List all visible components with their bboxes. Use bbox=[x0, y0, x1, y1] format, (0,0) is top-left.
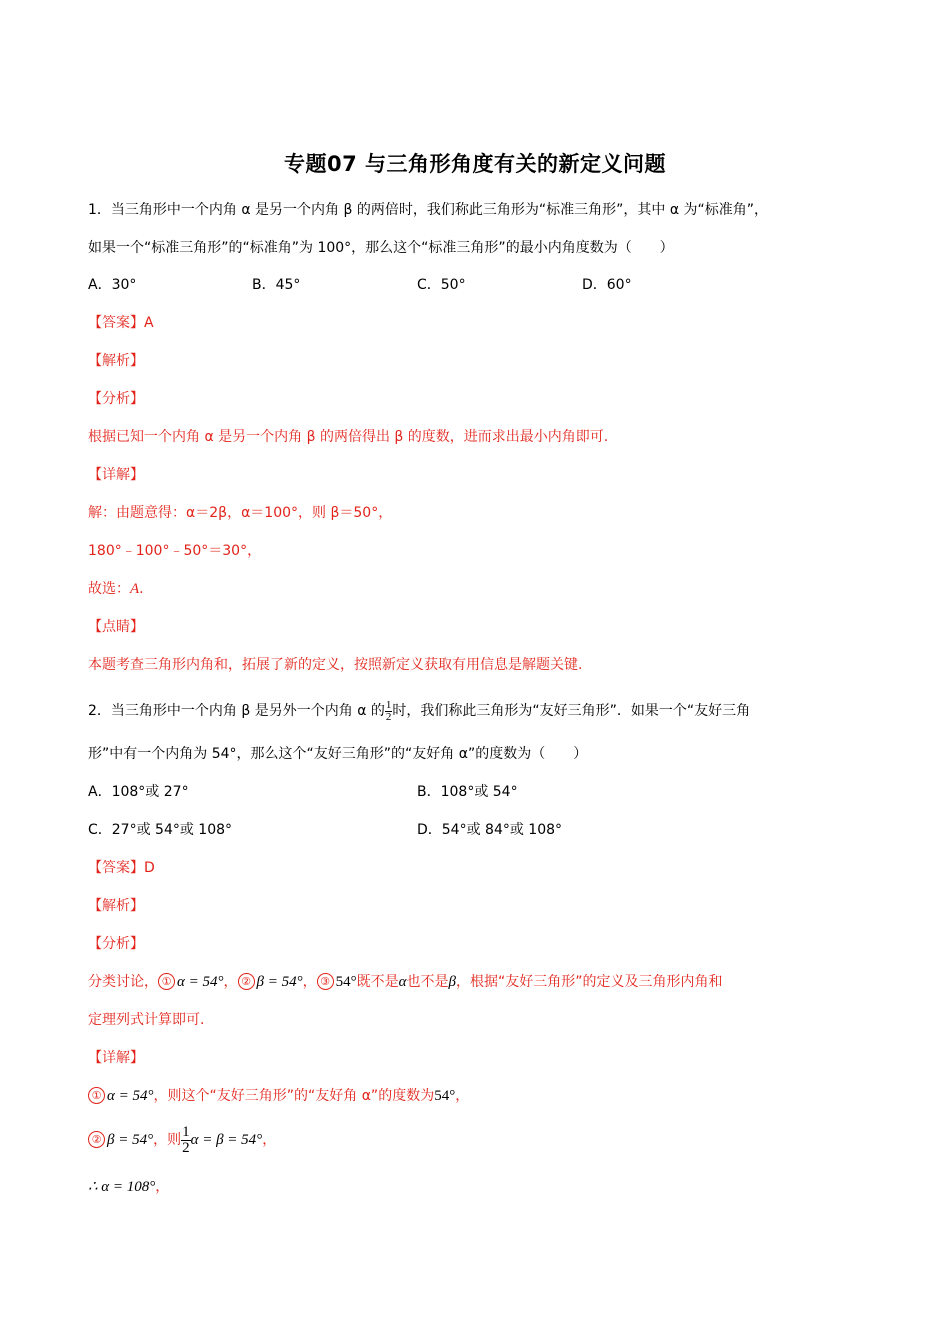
q2-d1-math: α = 54° bbox=[107, 1088, 154, 1104]
q2-d2-frac-numerator: 1 bbox=[182, 1123, 190, 1140]
q2-jiexi-label: 【解析】 bbox=[88, 898, 144, 914]
q2-detail-line2 bbox=[88, 1122, 276, 1158]
q1-comment: 本题考查三角形内角和，拓展了新的定义，按照新定义获取有用信息是解题关键. bbox=[88, 657, 583, 673]
q2-analysis-m1: α = 54° bbox=[177, 974, 224, 990]
q2-d2-frac-denominator: 2 bbox=[182, 1139, 190, 1156]
circled-1-marker: ① bbox=[158, 973, 175, 990]
q2-frac-denominator: 2 bbox=[385, 710, 392, 723]
q2-analysis-t6: ，根据“友好三角形”的定义及三角形内角和 bbox=[455, 974, 723, 990]
q2-d1-math2: 54° bbox=[434, 1088, 456, 1104]
q2-analysis-line2: 定理列式计算即可. bbox=[88, 1012, 205, 1028]
q2-stem-line1 bbox=[88, 697, 750, 725]
q1-detail-line1: 解：由题意得：α＝2β，α＝100°，则 β＝50°， bbox=[88, 505, 393, 521]
q2-option-d: D．54°或 84°或 108° bbox=[417, 822, 563, 838]
q2-analysis-t2: ， bbox=[223, 974, 238, 990]
q1-option-d: D．60° bbox=[582, 277, 632, 293]
q1-detail3-choice: A bbox=[130, 581, 140, 597]
q1-stem-line1: 1．当三角形中一个内角 α 是另一个内角 β 的两倍时，我们称此三角形为“标准三角形”，其中 α 为“标准角”， bbox=[88, 202, 769, 218]
circled-3-marker: ③ bbox=[317, 973, 334, 990]
q2-d2-math2: α = β = 54° bbox=[190, 1132, 263, 1148]
q1-stem-line2: 如果一个“标准三角形”的“标准角”为 100°，那么这个“标准三角形”的最小内角度数为（ ） bbox=[88, 240, 674, 256]
q1-option-b: B．45° bbox=[252, 277, 301, 293]
q2-analysis-m5: β bbox=[448, 974, 456, 990]
q2-option-a: A．108°或 27° bbox=[88, 784, 189, 800]
q2-option-b: B．108°或 54° bbox=[417, 784, 518, 800]
q1-fenxi-label: 【分析】 bbox=[88, 391, 144, 407]
q1-detail-line3 bbox=[88, 577, 144, 601]
q2-analysis-t1: 分类讨论， bbox=[88, 974, 158, 990]
q2-d1-text2: ， bbox=[455, 1088, 470, 1104]
q1-option-c: C．50° bbox=[417, 277, 466, 293]
q1-detail3-prefix: 故选： bbox=[88, 581, 130, 597]
circled-2-marker: ② bbox=[88, 1131, 105, 1148]
q2-analysis-t5: 也不是 bbox=[406, 974, 449, 990]
q2-analysis-m2: β = 54° bbox=[256, 974, 303, 990]
q2-d2-math: β = 54° bbox=[107, 1132, 154, 1148]
q2-detail-line1 bbox=[88, 1084, 469, 1108]
q2-d1-text: ，则这个“友好三角形”的“友好角 α”的度数为 bbox=[153, 1088, 435, 1104]
page-title: 专题07 与三角形角度有关的新定义问题 bbox=[283, 152, 667, 176]
circled-2-marker: ② bbox=[238, 973, 255, 990]
q1-detail-line2: 180°﹣100°﹣50°＝30°， bbox=[88, 543, 262, 559]
q1-dianjing-label: 【点睛】 bbox=[88, 619, 144, 635]
q1-analysis: 根据已知一个内角 α 是另一个内角 β 的两倍得出 β 的度数，进而求出最小内角即可. bbox=[88, 429, 609, 445]
q2-fenxi-label: 【分析】 bbox=[88, 936, 144, 952]
q2-analysis-m4: α bbox=[398, 974, 407, 990]
circled-1-marker: ① bbox=[88, 1087, 105, 1104]
q2-stem-b: 时，我们称此三角形为“友好三角形”．如果一个“友好三角 bbox=[392, 703, 751, 719]
q2-option-c: C．27°或 54°或 108° bbox=[88, 822, 233, 838]
q1-detail3-suffix: . bbox=[139, 581, 144, 597]
q1-xiangjie-label: 【详解】 bbox=[88, 467, 144, 483]
q1-answer: 【答案】A bbox=[88, 315, 154, 331]
q2-d2-text2: ， bbox=[262, 1132, 277, 1148]
q2-d2-fraction bbox=[181, 1125, 191, 1156]
q1-option-a: A．30° bbox=[88, 277, 137, 293]
q2-xiangjie-label: 【详解】 bbox=[88, 1050, 144, 1066]
q2-analysis-m3: 54° bbox=[335, 974, 357, 990]
q1-jiexi-label: 【解析】 bbox=[88, 353, 144, 369]
q2-d3-math: ∴ α = 108° bbox=[88, 1179, 156, 1195]
q2-d2-text: ，则 bbox=[153, 1132, 182, 1148]
q2-analysis-t3: ， bbox=[302, 974, 317, 990]
q2-analysis-line1 bbox=[88, 970, 722, 994]
q2-answer: 【答案】D bbox=[88, 860, 155, 876]
q2-detail-line3 bbox=[88, 1175, 169, 1199]
q2-analysis-t4: 既不是 bbox=[356, 974, 399, 990]
q2-frac-numerator: 1 bbox=[385, 698, 392, 711]
q2-stem-a: 2．当三角形中一个内角 β 是另外一个内角 α 的 bbox=[88, 703, 385, 719]
q2-d3-text: ， bbox=[155, 1179, 170, 1195]
q2-stem-line2: 形”中有一个内角为 54°，那么这个“友好三角形”的“友好角 α”的度数为（ ） bbox=[88, 746, 588, 762]
